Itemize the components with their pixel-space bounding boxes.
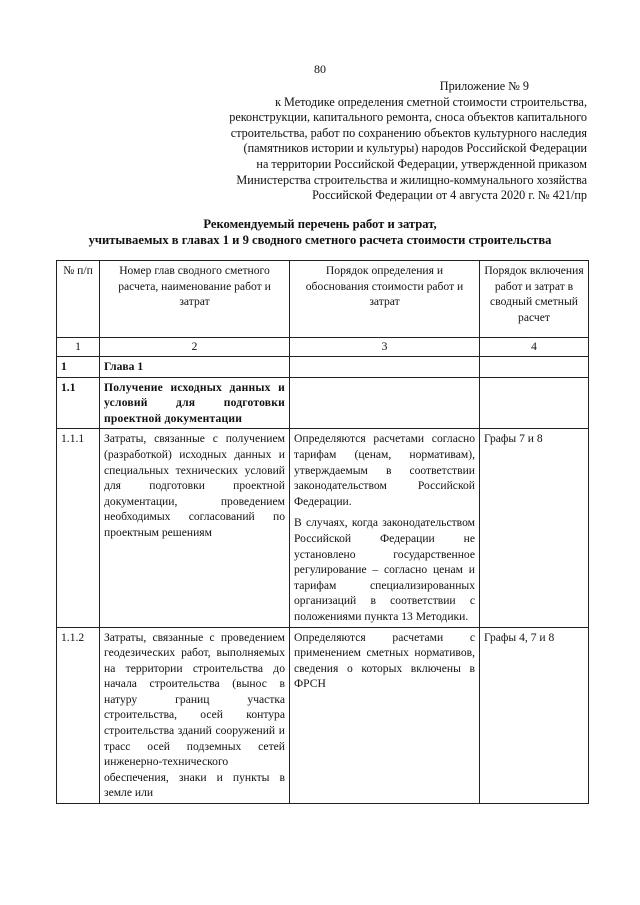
row-name: Глава 1: [100, 357, 290, 378]
header-cell-inclusion: Порядок включения работ и затрат в сводный сметный расчет: [480, 261, 589, 338]
appendix-line: (памятников истории и культуры) народов Российской Федерации: [243, 141, 587, 156]
row-inclusion: Графы 7 и 8: [480, 429, 589, 627]
appendix-line: на территории Российской Федерации, утвержденной приказом: [256, 156, 587, 171]
header-cell-number: № п/п: [57, 261, 100, 338]
row-inclusion: [480, 357, 589, 378]
appendix-line: строительства, работ по сохранению объектов культурного наследия: [230, 125, 587, 140]
row-order: [290, 429, 480, 627]
appendix-line: реконструкции, капитального ремонта, сноса объектов капитального: [229, 110, 587, 125]
appendix-line: к Методике определения сметной стоимости строительства,: [275, 94, 587, 109]
document-heading: [40, 216, 600, 248]
row-order-paragraph: Определяются расчетами согласно тарифам (ценам, нормативам), утверждаемым в соответствии законодательством Российской Федерации.: [294, 432, 475, 508]
works-table: [56, 260, 589, 804]
row-number: 1.1: [57, 377, 100, 429]
table-header-row: [57, 261, 589, 338]
header-cell-order: Порядок определения и обоснования стоимости работ и затрат: [290, 261, 480, 338]
row-order: [290, 357, 480, 378]
row-number: 1.1.2: [57, 627, 100, 804]
row-number: 1.1.1: [57, 429, 100, 627]
index-cell: 3: [290, 338, 480, 357]
row-order-paragraph: В случаях, когда законодательством Российской Федерации не установлено государственное регулирование – согласно ценам и тарифам специализированных организаций в соответствии с положениями пункта 13 Методики.: [294, 516, 475, 623]
row-order: Определяются расчетами с применением сметных нормативов, сведения о которых включены в ФРСН: [290, 627, 480, 804]
row-name: Затраты, связанные с получением (разработкой) исходных данных и специальных технических условий для подготовки проектной документации, проведением необходимых согласований по проектным решениям: [100, 429, 290, 627]
appendix-header: [180, 79, 587, 204]
table-row: [57, 429, 589, 627]
appendix-title: Приложение № 9: [439, 79, 529, 93]
table-row: [57, 627, 589, 804]
table-row: [57, 377, 589, 429]
row-inclusion: Графы 4, 7 и 8: [480, 627, 589, 804]
heading-line-2: учитываемых в главах 1 и 9 сводного сметного расчета стоимости строительства: [88, 233, 552, 247]
row-name: Затраты, связанные с проведением геодезических работ, выполняемых на территории строительства до начала строительства (вынос в натуру границ участка строительства, осей контура строительства зданий сооружений и трасс осей подземных сетей инженерно-технического обеспечения, знаки и пункты в земле или: [100, 627, 290, 804]
heading-line-1: Рекомендуемый перечень работ и затрат,: [203, 217, 437, 231]
index-cell: 1: [57, 338, 100, 357]
row-inclusion: [480, 377, 589, 429]
table-index-row: [57, 338, 589, 357]
appendix-line: Российской Федерации от 4 августа 2020 г. № 421/пр: [312, 188, 587, 203]
page-number: 80: [314, 62, 326, 76]
index-cell: 2: [100, 338, 290, 357]
row-name: Получение исходных данных и условий для подготовки проектной документации: [100, 377, 290, 429]
index-cell: 4: [480, 338, 589, 357]
appendix-line: Министерства строительства и жилищно-коммунального хозяйства: [236, 172, 587, 187]
row-order: [290, 377, 480, 429]
row-number: 1: [57, 357, 100, 378]
header-cell-name: Номер глав сводного сметного расчета, наименование работ и затрат: [100, 261, 290, 338]
table-row: [57, 357, 589, 378]
